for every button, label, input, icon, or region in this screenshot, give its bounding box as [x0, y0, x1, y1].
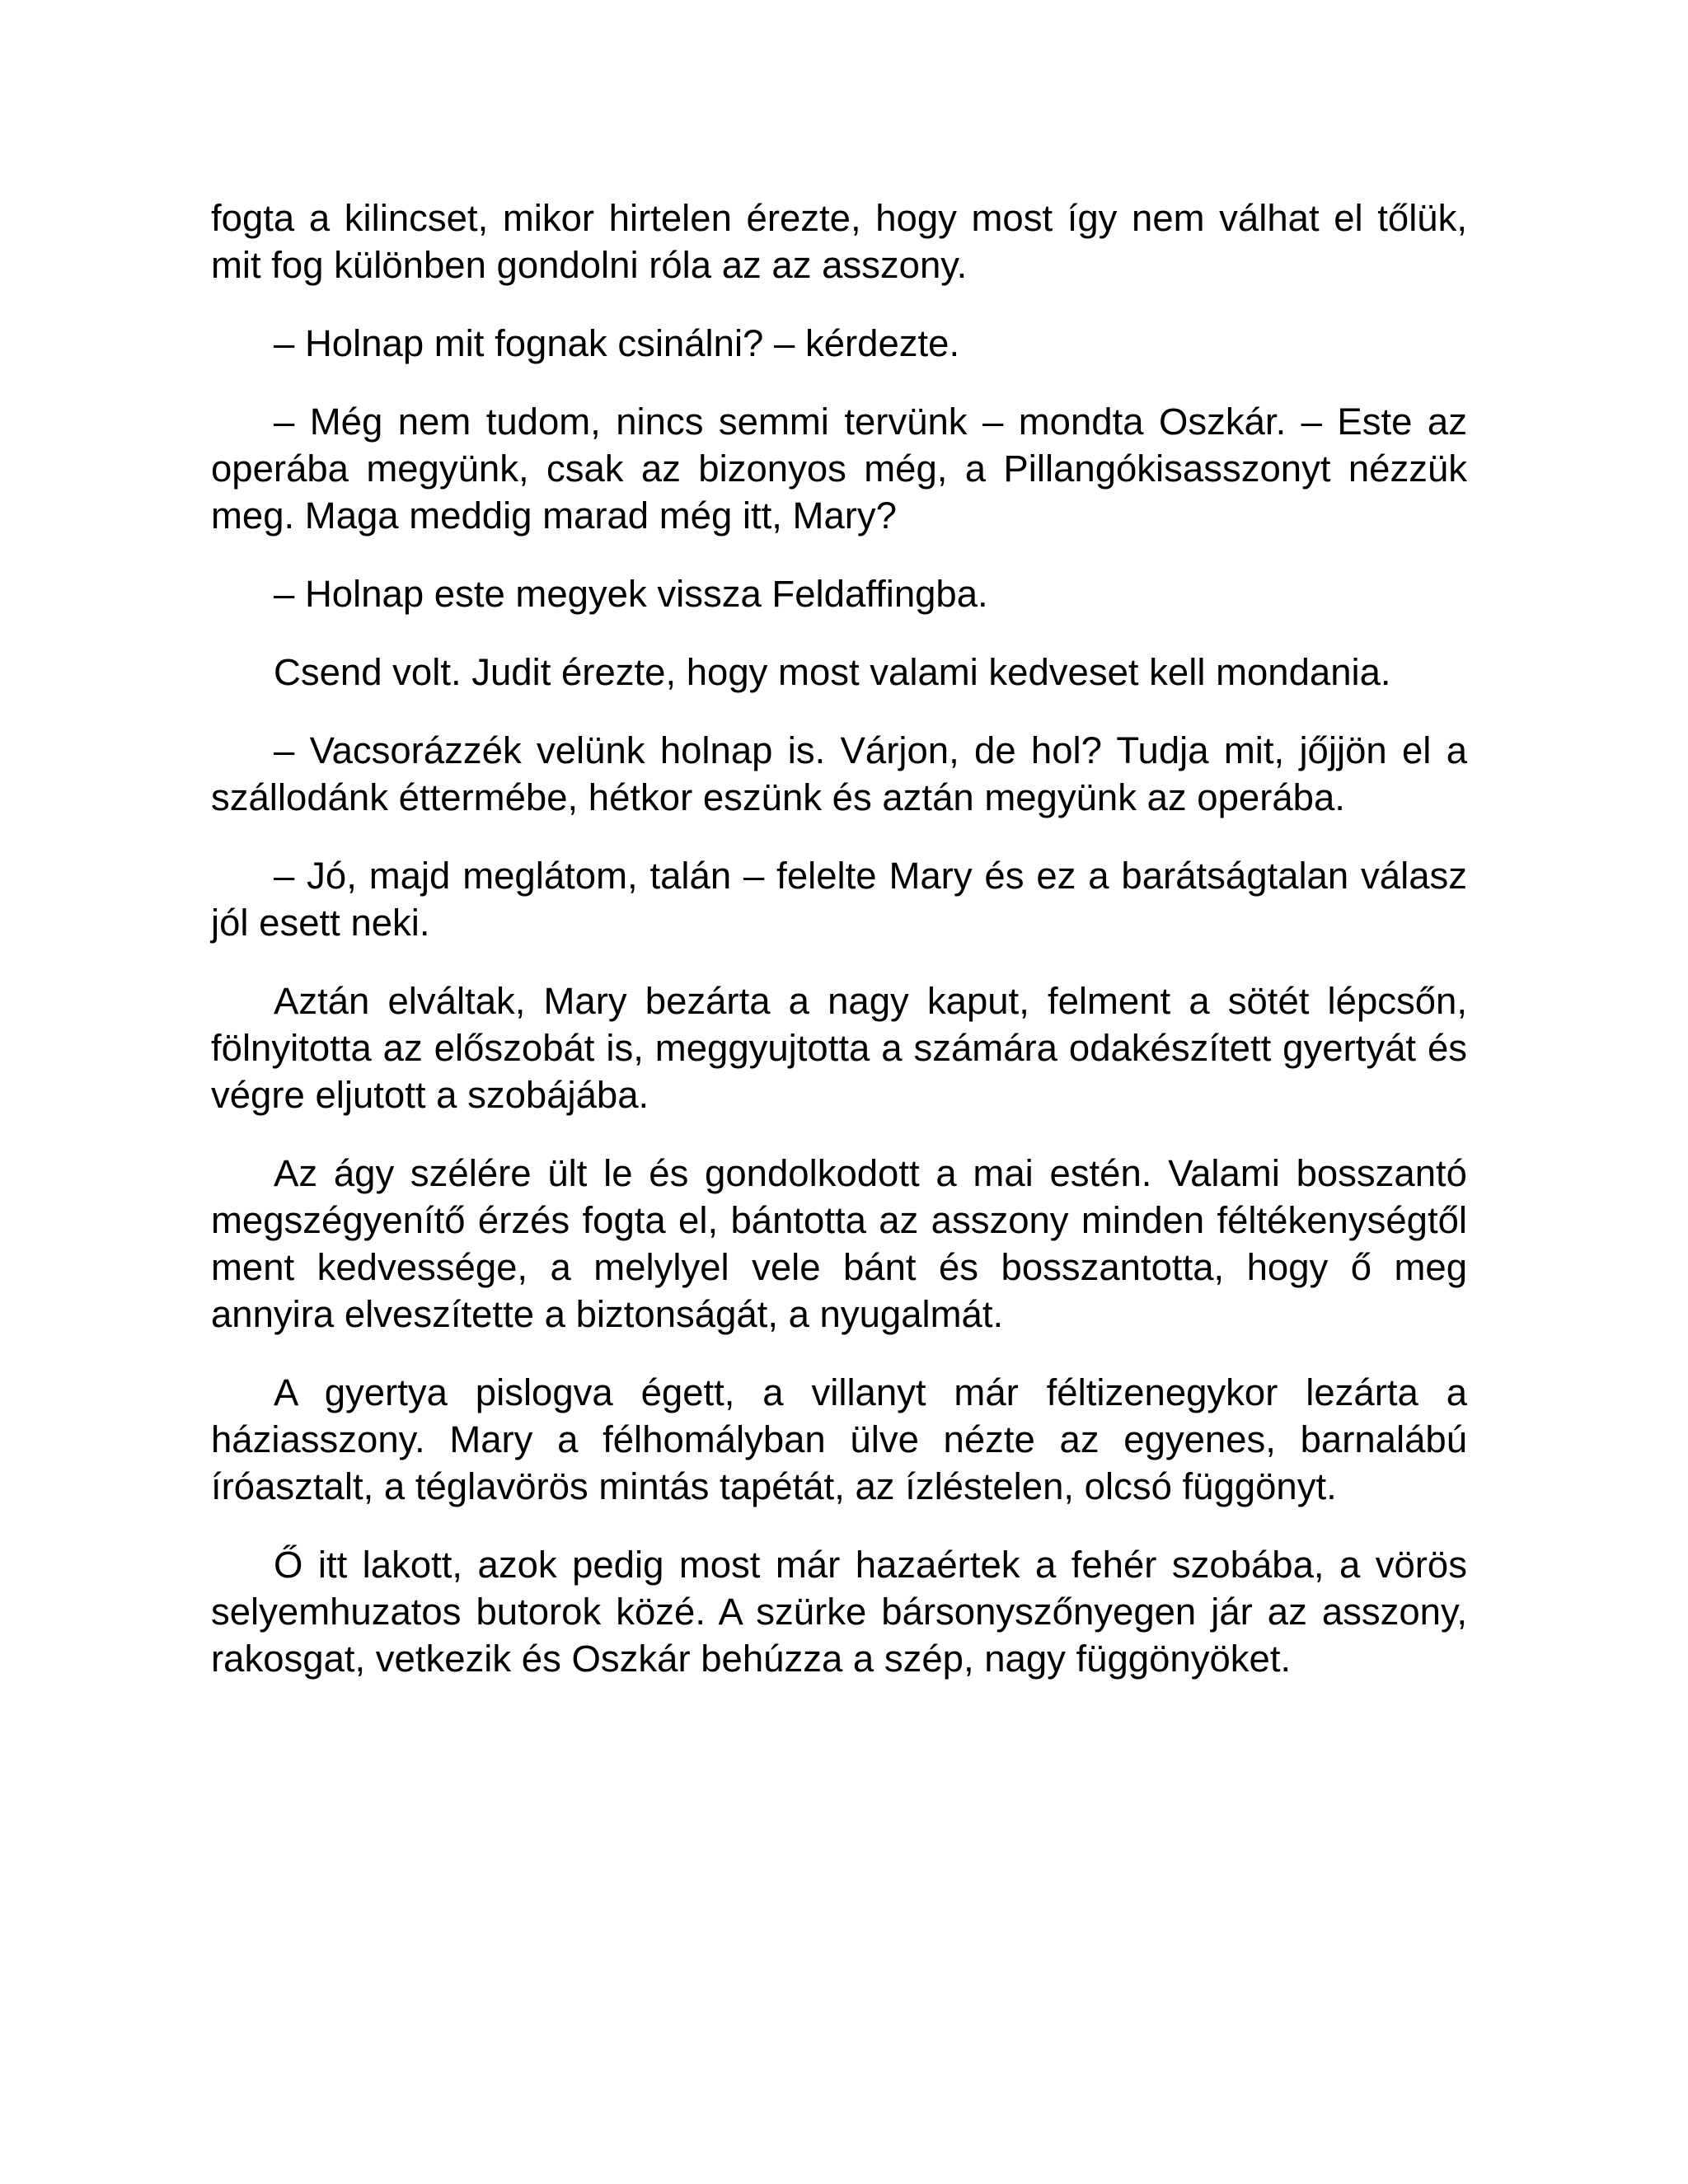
- paragraph-2: – Holnap mit fognak csinálni? – kérdezte.: [274, 322, 960, 364]
- paragraph-9: Az ágy szélére ült le és gondolkodott a mai estén. Valami bosszantó megszégyenítő érzés fogta el, bántotta az asszony minden féltékenységtől ment kedvessége, a melylyel vele bánt és bosszantotta, hogy ő meg annyira elveszítette a biztonságát, a nyugalmát.: [211, 1152, 1467, 1335]
- paragraph-1: fogta a kilincset, mikor hirtelen érezte, hogy most így nem válhat el tőlük, mit fog különben gondolni róla az az asszony.: [211, 197, 1467, 286]
- paragraph-4: – Holnap este megyek vissza Feldaffingba.: [274, 573, 988, 615]
- paragraph-5: Csend volt. Judit érezte, hogy most valami kedveset kell mondania.: [274, 651, 1391, 693]
- paragraph-6: – Vacsorázzék velünk holnap is. Várjon, de hol? Tudja mit, jőjjön el a szállodánk éttermébe, hétkor eszünk és aztán megyünk az operába.: [211, 729, 1467, 818]
- paragraph-8: Aztán elváltak, Mary bezárta a nagy kaput, felment a sötét lépcsőn, fölnyitotta az előszobát is, meggyujtotta a számára odakészített gyertyát és végre eljutott a szobájába.: [211, 980, 1467, 1116]
- page-text-body: [211, 194, 1467, 1713]
- paragraph-3: – Még nem tudom, nincs semmi tervünk – mondta Oszkár. – Este az operába megyünk, csak az bizonyos még, a Pillangókisasszonyt nézzük meg. Maga meddig marad még itt, Mary?: [211, 401, 1467, 537]
- paragraph-11: Ő itt lakott, azok pedig most már hazaértek a fehér szobába, a vörös selyemhuzatos butorok közé. A szürke bársonyszőnyegen jár az asszony, rakosgat, vetkezik és Oszkár behúzza a szép, nagy függönyöket.: [211, 1544, 1467, 1680]
- paragraph-7: – Jó, majd meglátom, talán – felelte Mary és ez a barátságtalan válasz jól esett neki.: [211, 855, 1467, 944]
- paragraph-10: A gyertya pislogva égett, a villanyt már féltizenegykor lezárta a háziasszony. Mary a félhomályban ülve nézte az egyenes, barnalábú íróasztalt, a téglavörös mintás tapétát, az ízléstelen, olcsó függönyt.: [211, 1371, 1467, 1507]
